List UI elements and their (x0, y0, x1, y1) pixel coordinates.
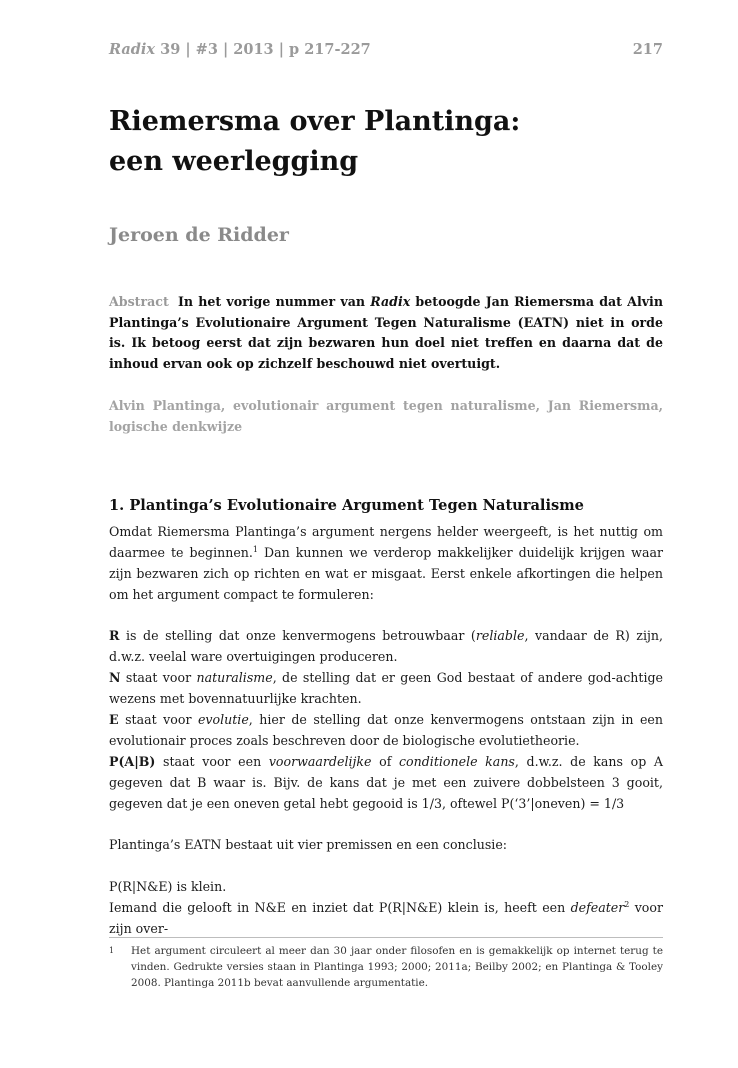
definitions-list (109, 625, 663, 814)
term-p: P(A|B) (109, 754, 156, 769)
definition-r (109, 625, 663, 667)
abstract-text: In het vorige nummer van (177, 294, 371, 309)
article-title (109, 102, 520, 182)
premise-text-cont: voor zijn over- (109, 900, 663, 936)
definition-text-cont: , d.w.z. de kans op A gegeven dat B waar is. Bijv. de kans dat je met een zuivere dobbelsteen 3 gooit, gegeven dat je een oneven getal hebt gegooid is 1/3, oftewel P(‘3’|oneven) = 1/3 (109, 754, 663, 811)
author: Jeroen de Ridder (109, 224, 289, 246)
premise-2 (109, 897, 663, 939)
definition-text: staat voor (120, 670, 197, 685)
footnote-number: 1 (109, 946, 115, 955)
keywords: Alvin Plantinga, evolutionair argument tegen naturalisme, Jan Riemersma, logische denkwijze (109, 398, 663, 434)
definition-text-mid: of (371, 754, 399, 769)
definition-emphasis-2: conditionele kans (399, 754, 515, 769)
definition-emphasis: evolutie (197, 712, 249, 727)
term-r: R (109, 628, 120, 643)
abstract (109, 292, 663, 374)
paragraph-text: Omdat Riemersma Plantinga’s argument nergens helder weergeeft, is het nuttig om daarmee te beginnen. (109, 524, 663, 560)
definition-emphasis-1: voorwaardelijke (268, 754, 372, 769)
definition-p (109, 751, 663, 814)
definition-text: staat voor een (155, 754, 269, 769)
definition-emphasis: reliable (475, 628, 525, 643)
paragraph-intro (109, 521, 663, 605)
term-e: E (109, 712, 119, 727)
definition-text-cont: , de stelling dat er geen God bestaat of andere god-achtige wezens met bovennatuurlijke krachten. (109, 670, 663, 706)
premise-1: P(R|N&E) is klein. (109, 879, 227, 894)
citation: 39 | #3 | 2013 | p 217-227 (155, 41, 371, 58)
footnote-1 (109, 943, 663, 991)
footnote-text: Het argument circuleert al meer dan 30 jaar onder filosofen en is gemakkelijk op internet terug te vinden. Gedrukte versies staan in Plantinga 1993; 2000; 2011a; Beilby 2002; en Plantinga & Tooley 2008. Plantinga 2011b bevat aanvullende argumentatie. (131, 945, 663, 989)
premise-emphasis: defeater (570, 900, 625, 915)
definition-text-cont: , hier de stelling dat onze kenvermogens ontstaan zijn in een evolutionair proces zoals beschreven door de biologische evolutietheorie. (109, 712, 663, 748)
abstract-journal: Radix (370, 294, 411, 309)
premise-text: Iemand die gelooft in N&E en inziet dat P(R|N&E) klein is, heeft een (109, 900, 571, 915)
abstract-label: Abstract (109, 294, 169, 309)
running-head (109, 41, 663, 58)
footnote-ref-2[interactable]: 2 (624, 899, 630, 909)
definition-text: is de stelling dat onze kenvermogens betrouwbaar ( (119, 628, 476, 643)
definition-e (109, 709, 663, 751)
paragraph-text-cont: Dan kunnen we verderop makkelijker duidelijk krijgen waar zijn bezwaren zich op richten en wat er misgaat. Eerst enkele afkortingen die helpen om het argument compact te formuleren: (109, 545, 663, 602)
definition-text: staat voor (118, 712, 198, 727)
title-line-1: Riemersma over Plantinga: (109, 106, 521, 137)
definition-text-cont: , vandaar de R) zijn, d.w.z. veelal ware overtuigingen produceren. (109, 628, 663, 664)
title-line-2: een weerlegging (109, 146, 359, 177)
abstract-text-cont: betoogde Jan Riemersma dat Alvin Plantinga’s Evolutionaire Argument Tegen Naturalisme (EATN) niet in orde is. Ik betoog eerst dat zijn bezwaren hun doel niet treffen en daarna dat de inhoud ervan ook op zichzelf beschouwd niet overtuigt. (109, 294, 663, 371)
page-number: 217 (632, 41, 663, 58)
definition-emphasis: naturalisme (196, 670, 273, 685)
term-n: N (109, 670, 121, 685)
journal-name: Radix (109, 41, 156, 58)
paragraph-premises-intro: Plantinga’s EATN bestaat uit vier premissen en een conclusie: (109, 837, 508, 852)
section-heading: 1. Plantinga’s Evolutionaire Argument Tegen Naturalisme (109, 497, 584, 514)
footnote-ref-1[interactable]: 1 (252, 544, 258, 554)
footnote-divider (109, 937, 663, 938)
definition-n (109, 667, 663, 709)
